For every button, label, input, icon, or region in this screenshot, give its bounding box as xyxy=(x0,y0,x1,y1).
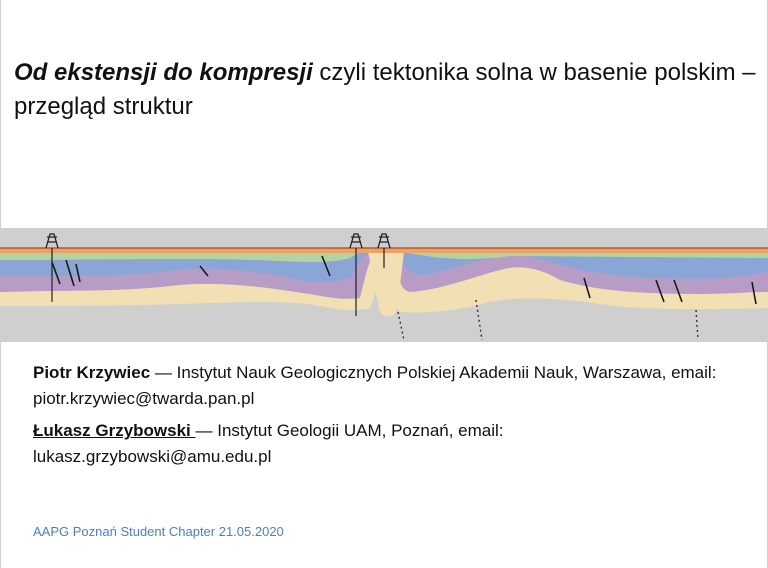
author-2 xyxy=(33,418,733,470)
title-emphasis: Od ekstensji do kompresji xyxy=(14,59,313,86)
authors-block xyxy=(33,360,733,470)
author-2-name: Łukasz Grzybowski xyxy=(33,421,196,440)
author-2-affiliation: Instytut Geologii UAM, Poznań, email: lukasz.grzybowski@amu.edu.pl xyxy=(33,421,504,466)
geological-cross-section xyxy=(0,228,768,342)
title-rest: czyli tektonika solna w basenie polskim – przegląd struktur xyxy=(14,59,756,120)
author-2-separator: — xyxy=(195,421,218,440)
author-1 xyxy=(33,360,733,412)
author-1-affiliation: Instytut Nauk Geologicznych Polskiej Akademii Nauk, Warszawa, email: piotr.krzywiec@twarda.pan.pl xyxy=(33,363,717,408)
author-1-separator: — xyxy=(150,363,177,382)
slide-title xyxy=(14,56,759,124)
footer-event-text: AAPG Poznań Student Chapter 21.05.2020 xyxy=(33,524,284,539)
author-1-name: Piotr Krzywiec xyxy=(33,363,151,382)
